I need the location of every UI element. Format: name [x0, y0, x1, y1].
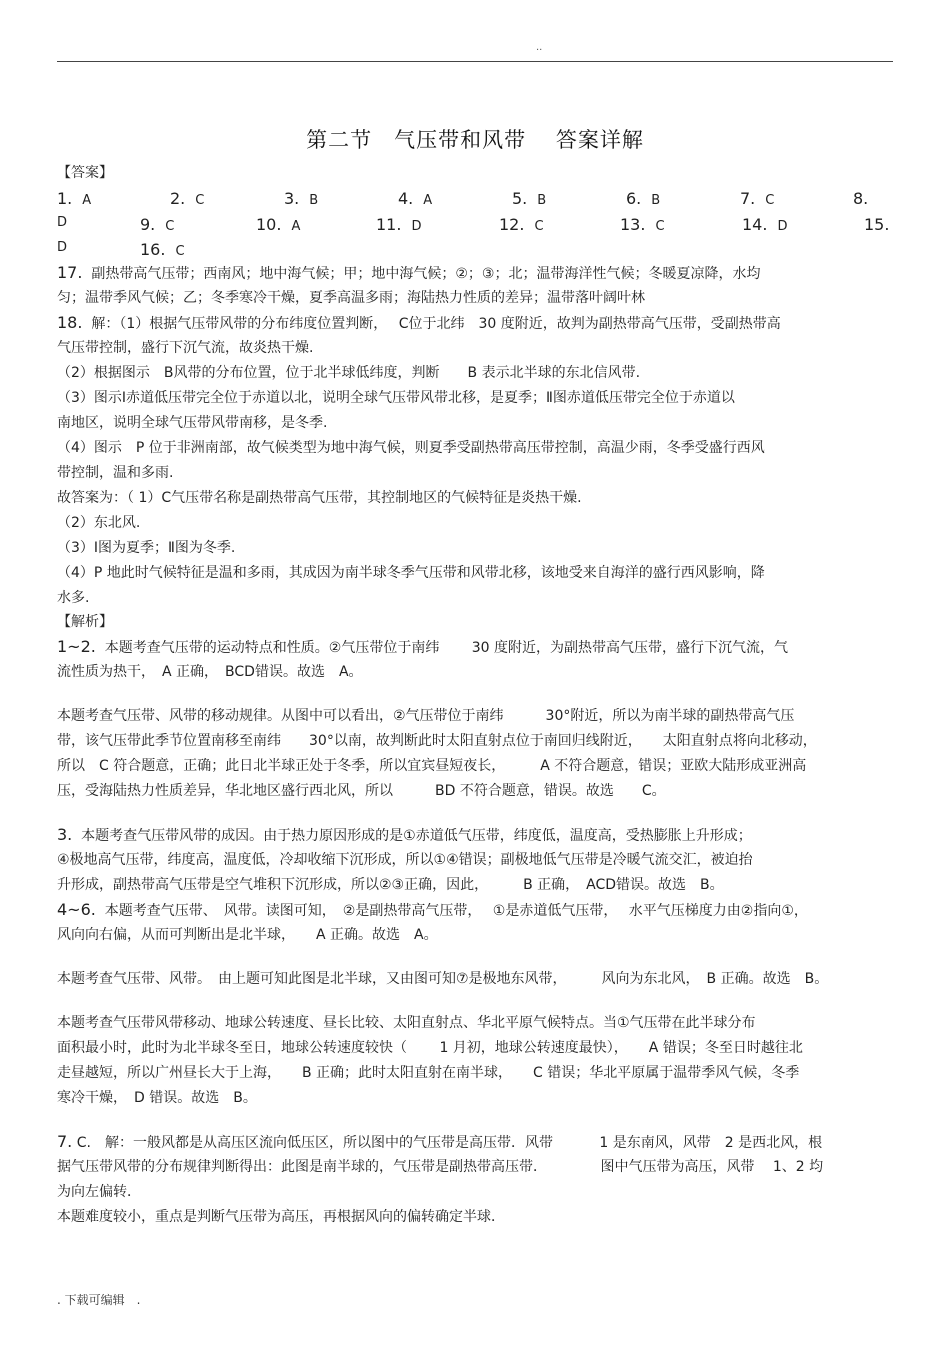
answer-item: 4. A: [398, 189, 433, 208]
analysis-line: 为向左偏转．: [57, 1184, 141, 1200]
page-title: 第二节 气压带和风带 答案详解: [306, 128, 644, 152]
analysis-line: 4~6. 本题考查气压带、 风带。读图可知， ②是副热带高气压带， ①是赤道低气压带， 水平气压梯度力由②指向①，: [57, 900, 808, 919]
q18-line: （4）图示 P 位于非洲南部，故气候类型为地中海气候，则夏季受副热带高压带控制，高温少雨，冬季受盛行西风: [57, 440, 765, 456]
header-dots: ..: [536, 42, 543, 53]
answer-item: 2. C: [170, 189, 205, 208]
analysis-line: 升形成，副热带高气压带是空气堆积下沉形成，所以②③正确，因此， B 正确， ACD错误。故选 B。: [57, 877, 724, 893]
analysis-line: 流性质为热干， A 正确， BCD错误。故选 A。: [57, 664, 363, 680]
answer-item: 12. C: [499, 215, 544, 234]
q18-line: （3）Ⅰ图为夏季；Ⅱ图为冬季.: [57, 540, 236, 556]
q18-line: （3）图示Ⅰ赤道低压带完全位于赤道以北，说明全球气压带风带北移，是夏季；Ⅱ图赤道低压带完全位于赤道以: [57, 390, 735, 406]
answer-item: 6. B: [626, 189, 661, 208]
answer-item: 13. C: [620, 215, 665, 234]
analysis-line: 走昼越短，所以广州昼长大于上海， B 正确；此时太阳直射在南半球， C 错误；华北平原属于温带季风气候，冬季: [57, 1065, 800, 1081]
analysis-line: 所以 C 符合题意，正确；此日北半球正处于冬季，所以宜宾昼短夜长， A 不符合题意，错误；亚欧大陆形成亚洲高: [57, 758, 807, 774]
q18-line: （4）P 地此时气候特征是温和多雨，其成因为南半球冬季气压带和风带北移，该地受来自海洋的盛行西风影响，降: [57, 565, 765, 581]
analysis-line: 本题考查气压带、风带。 由上题可知此图是北半球，又由图可知⑦是极地东风带， 风向为东北风， B 正确。故选 B。: [57, 971, 829, 987]
answer-item-number: 8.: [853, 189, 869, 208]
analysis-line: ④极地高气压带，纬度高，温度低，冷却收缩下沉形成，所以①④错误；副极地低气压带是冷暖气流交汇，被迫抬: [57, 852, 753, 868]
analysis-line: 7. C. 解：一般风都是从高压区流向低压区，所以图中的气压带是高压带．风带 1 是东南风，风带 2 是西北风，根: [57, 1132, 823, 1151]
analysis-line: 带，该气压带此季节位置南移至南纬 30°以南，故判断此时太阳直射点位于南回归线附近， 太阳直射点将向北移动，: [57, 733, 817, 749]
answer-item: 16. C: [140, 240, 185, 259]
answer-item: 14. D: [742, 215, 788, 234]
answer-item-number: 15.: [864, 215, 890, 234]
analysis-line: 压，受海陆热力性质差异，华北地区盛行西北风，所以 BD 不符合题意，错误。故选 C。: [57, 783, 666, 799]
answer-item: 3. B: [284, 189, 319, 208]
answer-item-value: D: [57, 240, 68, 255]
q18-line: 南地区，说明全球气压带风带南移，是冬季.: [57, 415, 328, 431]
answer-item: 11. D: [376, 215, 422, 234]
q18-line: 18. 解：（1）根据气压带风带的分布纬度位置判断， C位于北纬 30 度附近，故判为副热带高气压带，受副热带高: [57, 313, 781, 332]
q18-line: 水多.: [57, 590, 90, 606]
q17-line: 匀；温带季风气候；乙；冬季寒冷干燥，夏季高温多雨；海陆热力性质的差异；温带落叶阔叶林: [57, 290, 645, 306]
answer-item-value: D: [57, 215, 68, 230]
analysis-line: 面积最小时，此时为北半球冬至日，地球公转速度较快（ 1 月初，地球公转速度最快）， A 错误；冬至日时越往北: [57, 1040, 803, 1056]
q18-line: （2）东北风.: [57, 515, 141, 531]
q18-line: 故答案为：（ 1）C气压带名称是副热带高气压带，其控制地区的气候特征是炎热干燥.: [57, 490, 582, 506]
answer-item: 10. A: [256, 215, 301, 234]
analysis-line: 1~2. 本题考查气压带的运动特点和性质。②气压带位于南纬 30 度附近，为副热带高气压带，盛行下沉气流，气: [57, 637, 789, 656]
answer-item: 5. B: [512, 189, 547, 208]
analysis-line: 本题考查气压带风带移动、地球公转速度、昼长比较、太阳直射点、华北平原气候特点。当①气压带在此半球分布: [57, 1015, 756, 1031]
footer-note: . 下载可编辑 .: [57, 1293, 141, 1307]
q18-line: 气压带控制，盛行下沉气流，故炎热干燥.: [57, 340, 314, 356]
analysis-line: 本题考查气压带、风带的移动规律。从图中可以看出，②气压带位于南纬 30°附近，所以为南半球的副热带高气压: [57, 708, 795, 724]
answer-item: 9. C: [140, 215, 175, 234]
analysis-line: 寒冷干燥， D 错误。故选 B。: [57, 1090, 257, 1106]
answer-item: 7. C: [740, 189, 775, 208]
q18-line: 带控制，温和多雨.: [57, 465, 174, 481]
analysis-line: 3. 本题考查气压带风带的成因。由于热力原因形成的是①赤道低气压带，纬度低，温度高，受热膨胀上升形成；: [57, 825, 752, 844]
answers-heading: 【答案】: [57, 165, 113, 181]
analysis-heading: 【解析】: [57, 614, 113, 630]
analysis-line: 本题难度较小，重点是判断气压带为高压，再根据风向的偏转确定半球．: [57, 1209, 505, 1225]
header-rule: [57, 61, 893, 62]
analysis-line: 据气压带风带的分布规律判断得出：此图是南半球的，气压带是副热带高压带． 图中气压带为高压，风带 1、2 均: [57, 1159, 824, 1175]
q18-line: （2）根据图示 B风带的分布位置，位于北半球低纬度，判断 B 表示北半球的东北信风带.: [57, 365, 641, 381]
q17-line: 17. 副热带高气压带；西南风；地中海气候；甲；地中海气候；②；③；北；温带海洋性气候；冬暖夏凉降，水均: [57, 263, 761, 282]
analysis-line: 风向向右偏，从而可判断出是北半球， A 正确。故选 A。: [57, 927, 438, 943]
answer-item: 1. A: [57, 189, 92, 208]
